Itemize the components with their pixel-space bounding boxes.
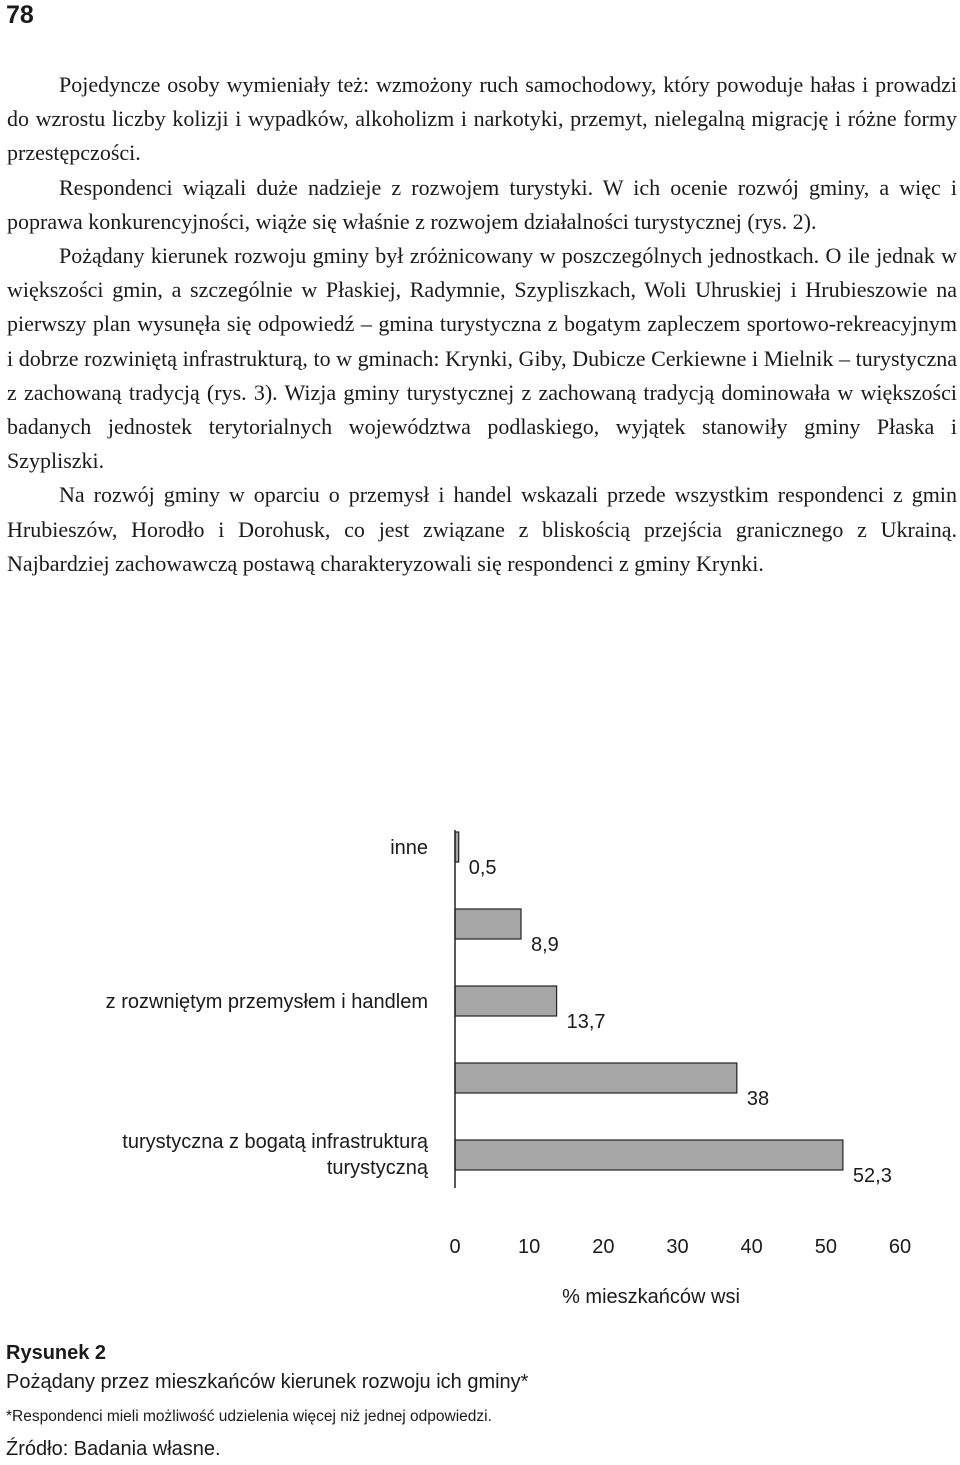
paragraph-2: Respondenci wiązali duże nadzieje z rozwojem turystyki. W ich ocenie rozwój gminy, a więc i poprawa konkurencyjności, wiąże się właśnie z rozwojem działalności turystycznej (rys. 2). [7,174,957,234]
figure-number: Rysunek 2 [6,1342,107,1364]
figure-note: *Respondenci mieli możliwość udzielenia więcej niż jednej odpowiedzi. [6,1408,492,1425]
category-label-2: z rozwniętym przemysłem i handlem [105,991,428,1013]
bar-1 [455,909,521,939]
category-label-4-line-1: turystyczną [326,1157,428,1179]
bar-4 [455,1140,843,1170]
x-tick-label-5: 50 [814,1236,837,1258]
chart-bars [455,832,843,1170]
bar-value-label-0: 0,5 [468,857,497,879]
bar-chart [0,800,960,1320]
paragraph-4: Na rozwój gminy w oparciu o przemysł i handel wskazali przede wszystkim respondenci z gmin Hrubieszów, Horodło i Dorohusk, co jest związane z bliskością przejścia granicznego z Ukrainą. Najbardziej zachowawczą postawą charakteryzowali się respondenci z gminy Krynki. [7,482,957,576]
chart-category-labels [106,837,429,1179]
paragraph-1: Pojedyncze osoby wymieniały też: wzmożony ruch samochodowy, który powoduje hałas i prowadzi do wzrostu liczby kolizji i wypadków, alkoholizm i narkotyki, przemyt, nielegalną migrację i różne formy przestępczości. [7,72,957,166]
bar-value-label-4: 52,3 [852,1165,892,1187]
page-number: 78 [6,1,34,29]
bar-2 [455,986,557,1016]
figure-source: Źródło: Badania własne. [6,1438,221,1460]
chart-x-axis-label: % mieszkańców wsi [562,1286,740,1308]
x-tick-label-6: 60 [888,1236,912,1258]
x-tick-label-3: 30 [666,1236,689,1258]
paragraph-3: Pożądany kierunek rozwoju gminy był zróżnicowany w poszczególnych jednostkach. O ile jednak w większości gmin, a szczególnie w Płaskiej, Radymnie, Szypliszkach, Woli Uhruskiej i Hrubieszowie na pierwszy plan wysunęła się odpowiedź – gmina turystyczna z bogatym zapleczem sportowo-rekreacyjnym i dobrze rozwiniętą infrastrukturą, to w gminach: Krynki, Giby, Dubicze Cerkiewne i Mielnik – turystyczna z zachowaną tradycją (rys. 3). Wizja gminy turystycznej z zachowaną tradycją dominowała w większości badanych jednostek terytorialnych województwa podlaskiego, wyjątek stanowiły gminy Płaska i Szypliszki. [7,243,957,474]
bar-value-label-1: 8,9 [531,934,559,956]
x-tick-label-2: 20 [592,1236,615,1258]
figure-title: Pożądany przez mieszkańców kierunek rozwoju ich gminy* [6,1371,529,1393]
bar-3 [455,1063,737,1093]
bar-value-label-3: 38 [746,1088,770,1110]
x-tick-label-0: 0 [449,1236,461,1258]
x-tick-label-1: 10 [518,1236,541,1258]
category-label-4-line-0: turystyczna z bogatą infrastrukturą [122,1131,428,1153]
x-tick-label-4: 40 [740,1236,763,1258]
chart-x-ticks [449,1236,911,1258]
category-label-0: inne [390,837,428,859]
body-text [7,68,957,581]
chart-value-labels [469,857,892,1187]
bar-value-label-2: 13,7 [566,1011,606,1033]
